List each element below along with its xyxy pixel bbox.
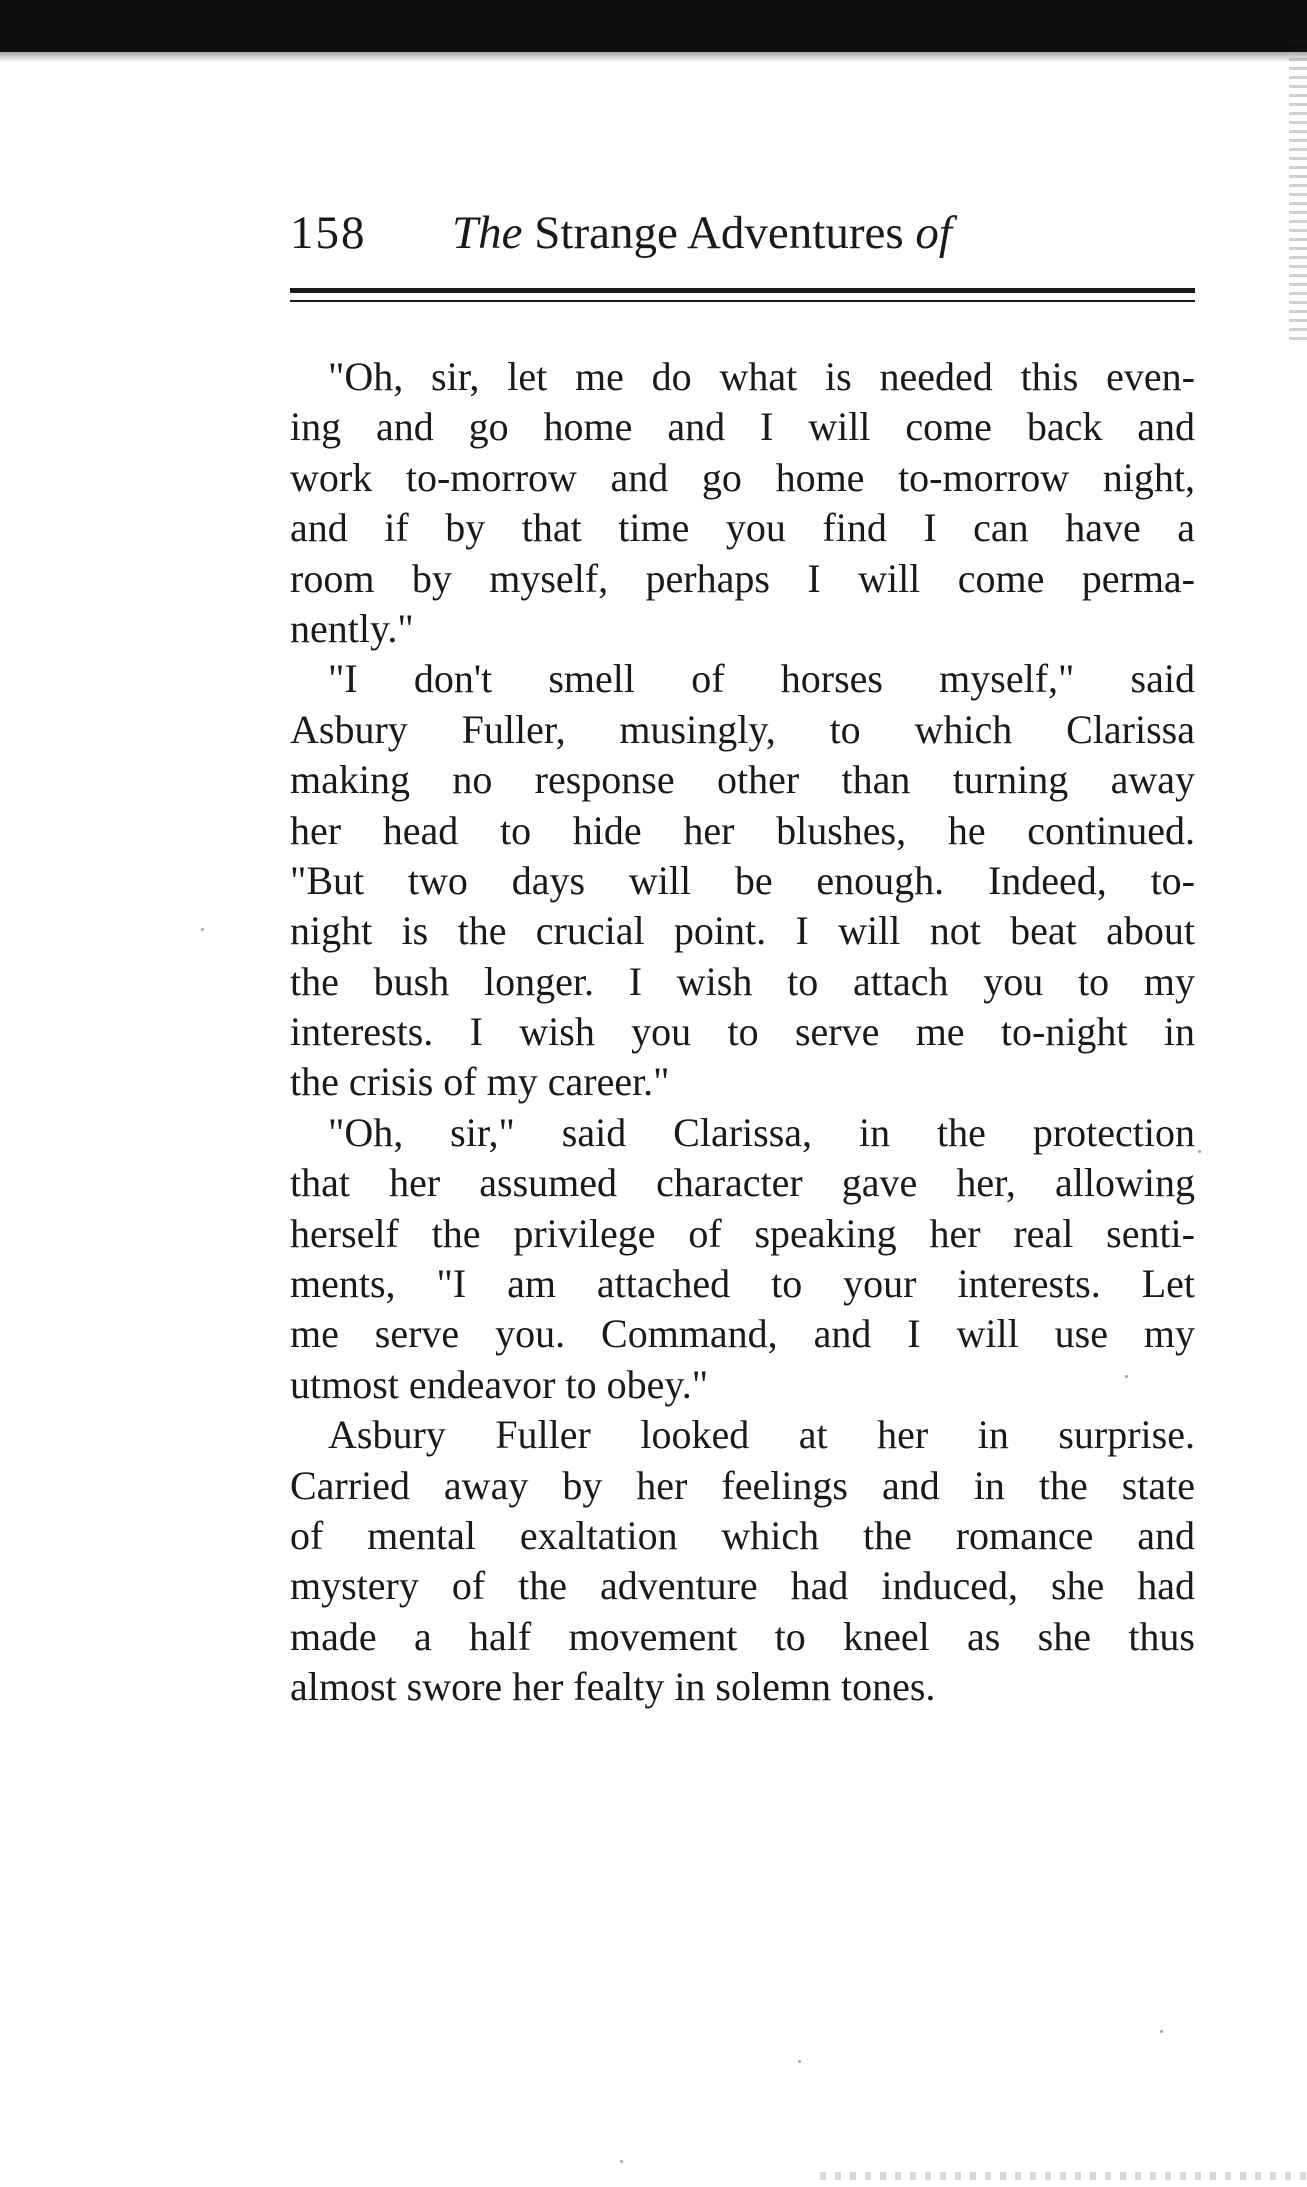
text-line: herself the privilege of speaking her real senti- [290, 1210, 1195, 1256]
paper-speck [620, 2160, 623, 2163]
text-line: her head to hide her blushes, he continued. [290, 807, 1195, 853]
text-line: of mental exaltation which the romance and [290, 1512, 1195, 1558]
text-line: "Oh, sir, let me do what is needed this even- [328, 354, 1195, 399]
text-line: the crisis of my career." [290, 1059, 670, 1105]
text-line: Asbury Fuller looked at her in surprise. [328, 1412, 1195, 1458]
text-line: the bush longer. I wish to attach you to my [290, 958, 1195, 1004]
text-line: night is the crucial point. I will not beat about [290, 908, 1195, 954]
paper-speck [1160, 2030, 1163, 2033]
text-line: utmost endeavor to obey." [290, 1361, 709, 1407]
paper-speck [1198, 1150, 1201, 1153]
header-rule-thick [290, 288, 1195, 293]
text-line: mystery of the adventure had induced, she had [290, 1563, 1195, 1609]
scan-right-edge [1289, 40, 1307, 340]
text-line: ing and go home and I will come back and [290, 404, 1195, 450]
text-line: nently." [290, 605, 414, 651]
running-title-main: Strange Adventures [534, 207, 904, 259]
running-title [452, 198, 952, 268]
scan-bottom-noise [820, 2172, 1307, 2180]
text-line: almost swore her fealty in solemn tones. [290, 1664, 936, 1710]
text-line: "Oh, sir," said Clarissa, in the protection [328, 1109, 1195, 1155]
text-line: interests. I wish you to serve me to-night in [290, 1009, 1195, 1055]
paper-speck [1125, 1375, 1128, 1378]
text-line: made a half movement to kneel as she thus [290, 1613, 1195, 1659]
text-line: making no response other than turning away [290, 757, 1195, 803]
page-number: 158 [290, 207, 367, 259]
running-title-the: The [452, 207, 523, 259]
text-line: "But two days will be enough. Indeed, to- [290, 857, 1195, 903]
text-line: and if by that time you find I can have a [290, 505, 1195, 551]
text-line: work to-morrow and go home to-morrow night, [290, 454, 1195, 500]
text-line: Carried away by her feelings and in the state [290, 1462, 1195, 1508]
text-line: me serve you. Command, and I will use my [290, 1311, 1195, 1357]
text-line: that her assumed character gave her, allowing [290, 1160, 1195, 1206]
running-title-of: of [915, 207, 952, 259]
scan-top-band [0, 0, 1307, 52]
scan-top-shadow [0, 52, 1307, 62]
paper-speck [201, 928, 204, 931]
running-header [290, 198, 1200, 268]
paper-speck [798, 2060, 801, 2063]
header-rule-thin [290, 300, 1195, 302]
text-line: Asbury Fuller, musingly, to which Clarissa [290, 706, 1195, 752]
text-line: "I don't smell of horses myself," said [328, 656, 1195, 702]
body-text [290, 352, 1195, 1713]
text-line: ments, "I am attached to your interests. Let [290, 1261, 1195, 1307]
text-line: room by myself, perhaps I will come perma- [290, 555, 1195, 601]
